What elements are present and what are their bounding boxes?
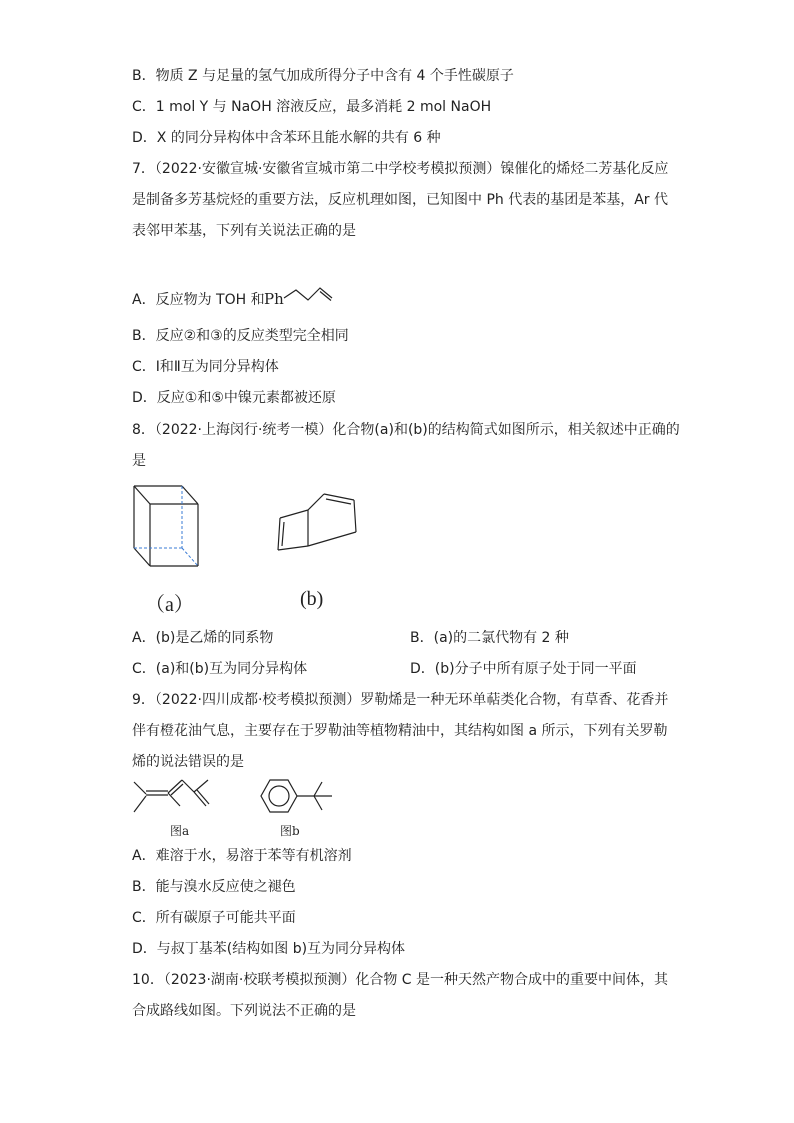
q9-option-a: A．难溶于水，易溶于苯等有机溶剂 bbox=[132, 848, 352, 864]
q7-option-a-structure bbox=[262, 282, 352, 314]
structure-ocimene bbox=[132, 778, 232, 818]
q7-stem-line2: 是制备多芳基烷烃的重要方法，反应机理如图，已知图中 Ph 代表的基团是苯基，Ar 代 bbox=[132, 192, 668, 208]
q8-stem-line1: 8．（2022·上海闵行·统考一模）化合物(a)和(b)的结构简式如图所示，相关叙述中正确的 bbox=[132, 422, 680, 438]
q7-option-d: D．反应①和⑤中镍元素都被还原 bbox=[132, 390, 336, 406]
figure-a-label: 图a bbox=[170, 824, 190, 838]
q8-option-d: D．(b)分子中所有原子处于同一平面 bbox=[410, 661, 637, 677]
structure-b-pentalene bbox=[268, 488, 364, 568]
q9-option-d: D．与叔丁基苯(结构如图 b)互为同分异构体 bbox=[132, 941, 406, 957]
figure-b-label: 图b bbox=[280, 824, 300, 838]
q7-stem-line1: 7．（2022·安徽宣城·安徽省宣城市第二中学校考模拟预测）镍催化的烯烃二芳基化反应 bbox=[132, 161, 669, 177]
q9-stem-line1: 9．（2022·四川成都·校考模拟预测）罗勒烯是一种无环单萜类化合物，有草香、花香并 bbox=[132, 692, 669, 708]
q8-option-a: A．(b)是乙烯的同系物 bbox=[132, 630, 274, 646]
q10-stem-line1: 10．（2023·湖南·校联考模拟预测）化合物 C 是一种天然产物合成中的重要中间体，其 bbox=[132, 972, 669, 988]
structure-b-label: (b) bbox=[300, 588, 324, 610]
q7-option-a-text: A．反应物为 TOH 和 bbox=[132, 292, 265, 308]
q9-option-b: B．能与溴水反应使之褪色 bbox=[132, 879, 296, 895]
structure-a-prism bbox=[130, 482, 202, 572]
phenyl-label: Ph bbox=[264, 290, 284, 308]
structure-a-label: （a） bbox=[145, 594, 194, 616]
structure-tert-butylbenzene bbox=[248, 776, 338, 822]
q9-stem-line2: 伴有橙花油气息，主要存在于罗勒油等植物精油中，其结构如图 a 所示，下列有关罗勒 bbox=[132, 723, 668, 739]
q8-stem-line2: 是 bbox=[132, 453, 146, 469]
q8-option-c: C．(a)和(b)互为同分异构体 bbox=[132, 661, 308, 677]
q10-stem-line2: 合成路线如图。下列说法不正确的是 bbox=[132, 1003, 356, 1019]
q7-option-a bbox=[132, 290, 265, 310]
q9-option-c: C．所有碳原子可能共平面 bbox=[132, 910, 296, 926]
q8-option-b: B．(a)的二氯代物有 2 种 bbox=[410, 630, 569, 646]
q7-option-b: B．反应②和③的反应类型完全相同 bbox=[132, 328, 349, 344]
q6-option-b: B．物质 Z 与足量的氢气加成所得分子中含有 4 个手性碳原子 bbox=[132, 68, 514, 84]
q7-option-c: C．Ⅰ和Ⅱ互为同分异构体 bbox=[132, 359, 279, 375]
q6-option-c: C．1 mol Y 与 NaOH 溶液反应，最多消耗 2 mol NaOH bbox=[132, 99, 492, 115]
q6-option-d: D．X 的同分异构体中含苯环且能水解的共有 6 种 bbox=[132, 130, 441, 146]
q9-stem-line3: 烯的说法错误的是 bbox=[132, 754, 244, 770]
q7-stem-line3: 表邻甲苯基，下列有关说法正确的是 bbox=[132, 223, 356, 239]
